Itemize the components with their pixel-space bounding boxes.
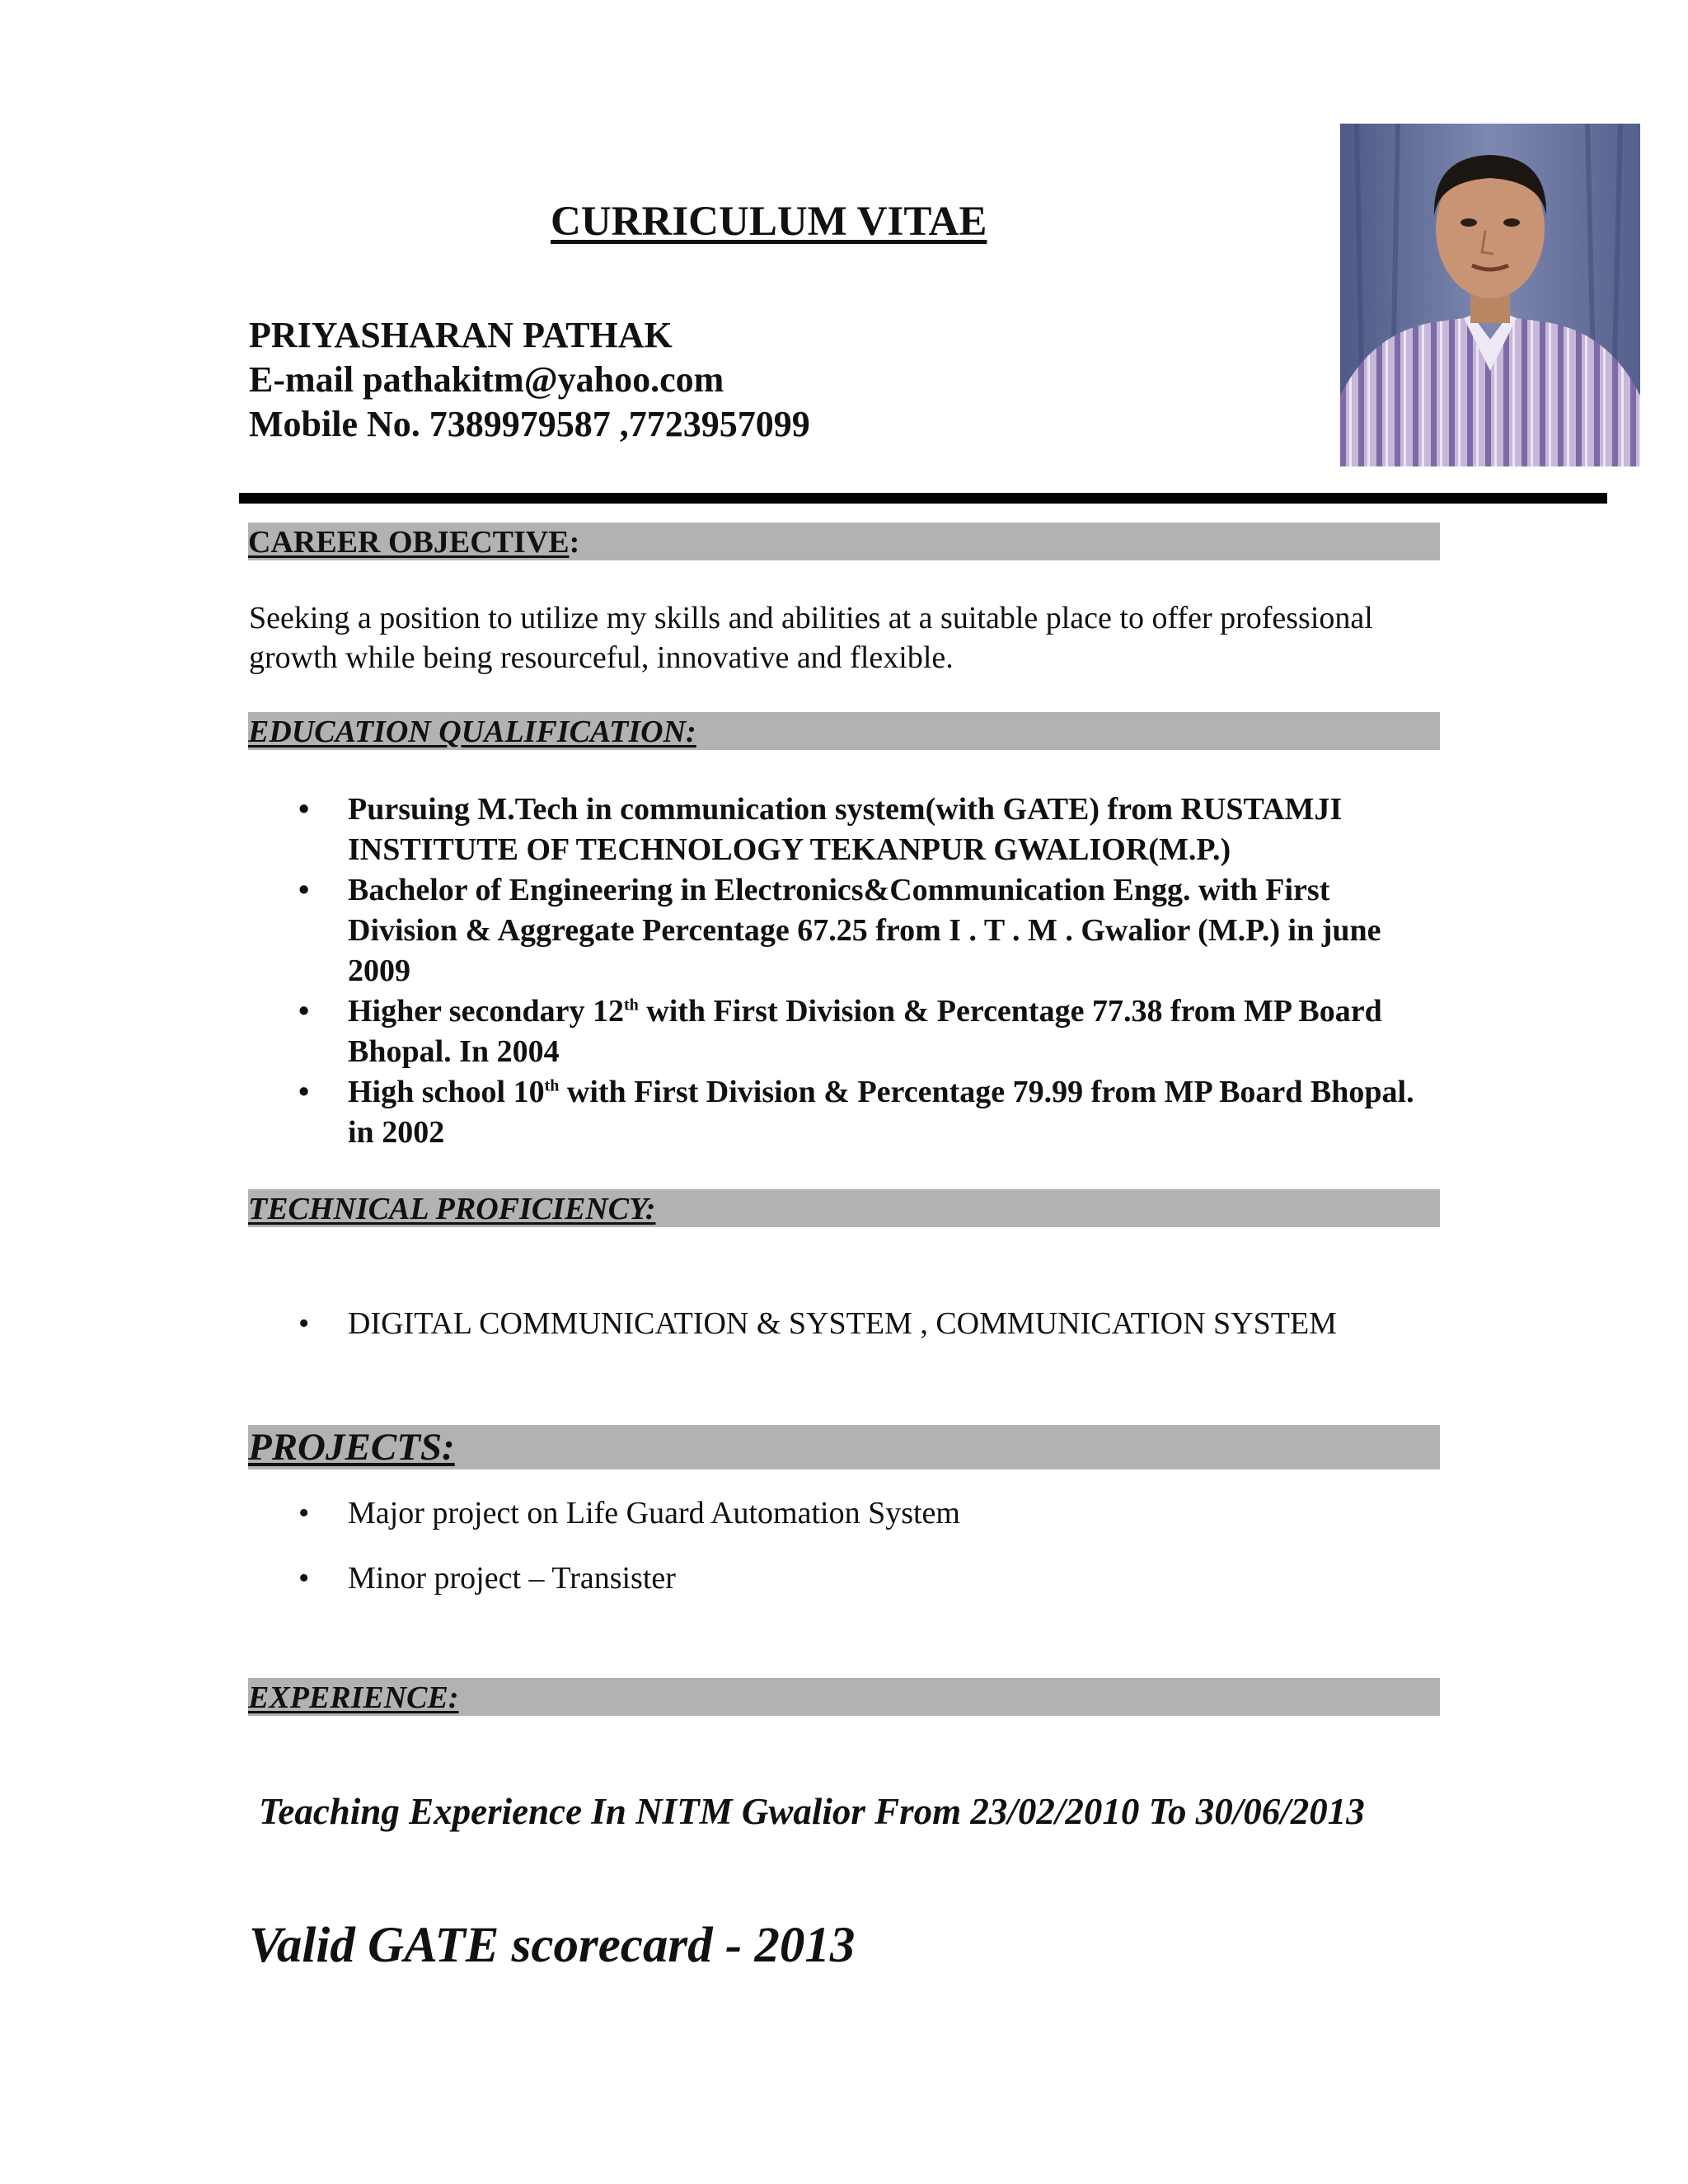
bullet: • xyxy=(298,1306,310,1341)
mobile-line: Mobile No. 7389979587 ,7723957099 xyxy=(249,404,810,444)
education-heading: EDUCATION QUALIFICATION: xyxy=(248,715,696,749)
projects-heading: PROJECTS: xyxy=(248,1426,455,1469)
list-item: • DIGITAL COMMUNICATION & SYSTEM , COMMUNICATION SYSTEM xyxy=(249,1304,1337,1343)
technical-list xyxy=(249,1304,1337,1343)
candidate-name: PRIYASHARAN PATHAK xyxy=(249,315,673,355)
bullet: • xyxy=(298,792,310,827)
education-list xyxy=(249,790,1436,1153)
list-item: • Major project on Life Guard Automation System xyxy=(249,1493,960,1533)
header-divider xyxy=(239,493,1607,504)
section-header-experience xyxy=(248,1678,1440,1716)
section-header-education xyxy=(248,712,1440,750)
email-line: E-mail pathakitm@yahoo.com xyxy=(249,359,724,400)
bullet: • xyxy=(298,1496,310,1530)
section-header-career xyxy=(248,523,1440,560)
technical-heading: TECHNICAL PROFICIENCY: xyxy=(248,1192,656,1226)
list-item: • High school 10th with First Division & Percentage 79.99 from MP Board Bhopal. in 2002 xyxy=(249,1072,1436,1153)
career-objective-text: Seeking a position to utilize my skills and abilities at a suitable place to offer professional growth while being resourceful, innovative and flexible. xyxy=(249,601,1373,675)
bullet: • xyxy=(298,1561,310,1596)
list-item: • Higher secondary 12th with First Division & Percentage 77.38 from MP Board Bhopal. In 2004 xyxy=(249,991,1436,1072)
list-item: • Bachelor of Engineering in Electronics&Communication Engg. with First Division & Aggregate Percentage 67.25 from I . T . M . Gwalior (M.P.) in june 2009 xyxy=(249,870,1436,991)
experience-heading: EXPERIENCE: xyxy=(248,1680,459,1715)
section-header-technical xyxy=(248,1189,1440,1227)
bullet: • xyxy=(298,1075,310,1109)
teaching-experience: Teaching Experience In NITM Gwalior From 23/02/2010 To 30/06/2013 xyxy=(259,1791,1365,1832)
bullet: • xyxy=(298,994,310,1029)
career-heading: CAREER OBJECTIVE xyxy=(248,525,570,560)
section-header-projects xyxy=(248,1425,1440,1469)
list-item: • Pursuing M.Tech in communication system(with GATE) from RUSTAMJI INSTITUTE OF TECHNOLOGY TEKANPUR GWALIOR(M.P.) xyxy=(249,790,1436,870)
bullet: • xyxy=(298,873,310,907)
profile-photo xyxy=(1340,124,1640,466)
contact-block xyxy=(249,313,810,447)
page-title: CURRICULUM VITAE xyxy=(551,199,987,245)
career-heading-colon: : xyxy=(569,525,580,560)
gate-scorecard: Valid GATE scorecard - 2013 xyxy=(249,1918,856,1973)
projects-list xyxy=(249,1493,960,1624)
list-item: • Minor project – Transister xyxy=(249,1558,960,1598)
